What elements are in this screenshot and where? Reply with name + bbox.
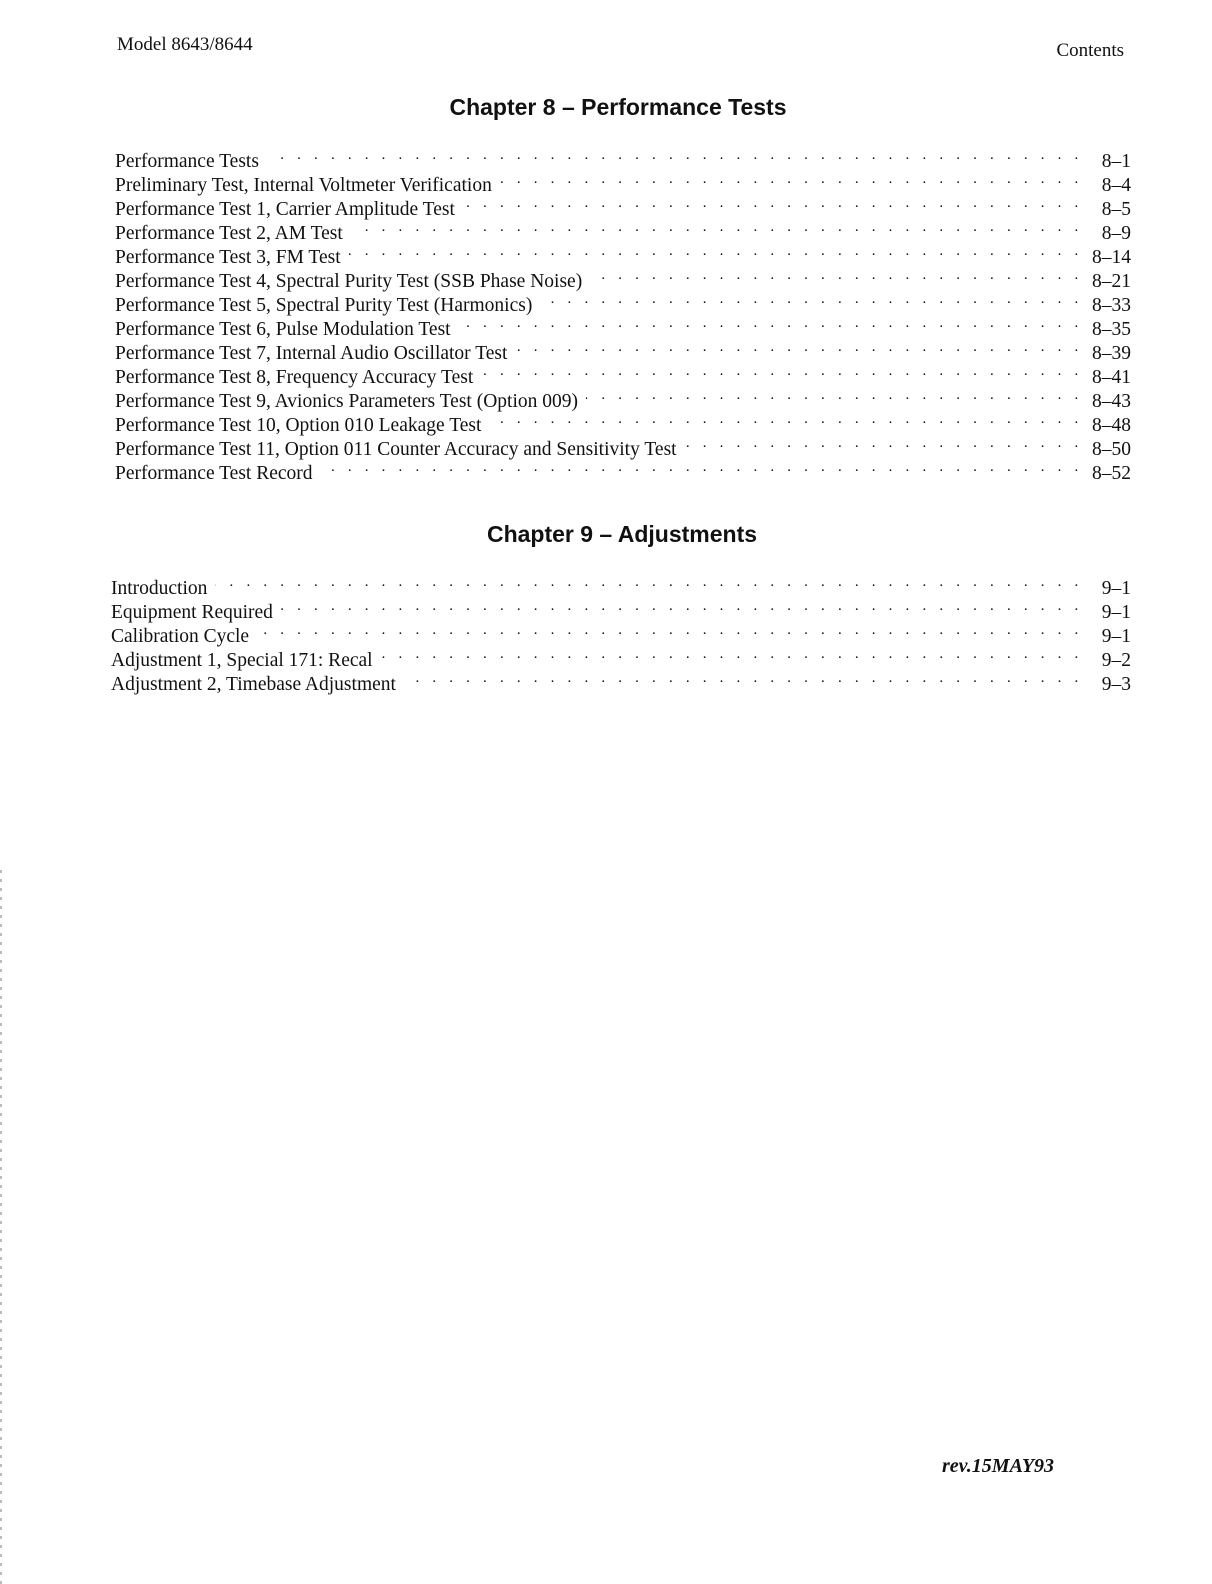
dot-leader — [459, 311, 1083, 335]
chapter-8-toc — [115, 143, 1131, 484]
toc-entry-title: Preliminary Test, Internal Voltmeter Verification — [115, 175, 492, 196]
dot-leader — [540, 287, 1083, 311]
dot-leader — [351, 215, 1083, 239]
toc-entry-title: Performance Test 2, AM Test — [115, 223, 343, 244]
toc-entry-page: 8–4 — [1101, 175, 1131, 196]
toc-entry[interactable] — [115, 143, 1131, 172]
toc-entry-title: Performance Test 11, Option 011 Counter Accuracy and Sensitivity Test — [115, 439, 677, 460]
toc-entry-page: 9–3 — [1101, 674, 1131, 695]
toc-entry-page: 8–14 — [1092, 247, 1131, 268]
chapter-9-title: Chapter 9 – Adjustments — [486, 521, 758, 547]
toc-entry-title: Performance Test 9, Avionics Parameters Test (Option 009) — [115, 391, 579, 412]
toc-entry-title: Performance Test 6, Pulse Modulation Test — [115, 319, 451, 340]
toc-entry-page: 9–1 — [1101, 602, 1131, 623]
dot-leader — [257, 618, 1083, 642]
toc-entry-page: 8–21 — [1092, 271, 1131, 292]
header-section: Contents — [1056, 40, 1124, 61]
toc-entry-page: 8–5 — [1101, 199, 1131, 220]
toc-entry-page: 8–43 — [1092, 391, 1131, 412]
revision-note: rev.15MAY93 — [942, 1455, 1055, 1477]
toc-entry[interactable] — [111, 570, 1131, 599]
toc-entry-title: Calibration Cycle — [111, 626, 250, 647]
dot-leader — [586, 383, 1083, 407]
toc-entry-title: Performance Tests — [115, 151, 259, 172]
dot-leader — [463, 191, 1083, 215]
toc-entry-page: 9–2 — [1101, 650, 1131, 671]
toc-entry-title: Performance Test 1, Carrier Amplitude Test — [115, 199, 455, 220]
chapter-8-title: Chapter 8 – Performance Tests — [449, 94, 787, 120]
toc-entry[interactable] — [111, 594, 1131, 623]
toc-entry-page: 8–48 — [1092, 415, 1131, 436]
dot-leader — [281, 594, 1083, 618]
toc-entry-page: 8–50 — [1092, 439, 1131, 460]
toc-entry-title: Performance Test 5, Spectral Purity Test (Harmonics) — [115, 295, 533, 316]
toc-entry[interactable] — [115, 167, 1131, 196]
toc-entry[interactable] — [111, 642, 1131, 671]
dot-leader — [685, 431, 1083, 455]
toc-entry-page: 9–1 — [1101, 626, 1131, 647]
toc-entry-page: 8–41 — [1092, 367, 1131, 388]
dot-leader — [590, 263, 1083, 287]
dot-leader — [381, 642, 1083, 666]
header-model: Model 8643/8644 — [117, 34, 253, 55]
toc-entry-title: Equipment Required — [111, 602, 273, 623]
toc-entry-page: 8–9 — [1101, 223, 1131, 244]
toc-entry-title: Adjustment 2, Timebase Adjustment — [111, 674, 396, 695]
toc-entry-page: 8–33 — [1092, 295, 1131, 316]
toc-entry[interactable] — [111, 618, 1131, 647]
scan-binding-edge — [0, 870, 2, 1584]
toc-entry-page: 8–39 — [1092, 343, 1131, 364]
toc-entry-title: Introduction — [111, 578, 208, 599]
dot-leader — [404, 666, 1083, 690]
dot-leader — [267, 143, 1083, 167]
dot-leader — [515, 335, 1083, 359]
toc-entry-title: Performance Test 3, FM Test — [115, 247, 341, 268]
toc-entry-title: Performance Test 10, Option 010 Leakage Test — [115, 415, 482, 436]
dot-leader — [489, 407, 1083, 431]
toc-entry-page: 9–1 — [1101, 578, 1131, 599]
dot-leader — [349, 239, 1083, 263]
dot-leader — [481, 359, 1083, 383]
toc-entry-page: 8–35 — [1092, 319, 1131, 340]
dot-leader — [500, 167, 1083, 191]
chapter-9-toc — [111, 570, 1131, 695]
dot-leader — [321, 455, 1083, 479]
dot-leader — [215, 570, 1083, 594]
toc-entry-title: Performance Test 7, Internal Audio Oscillator Test — [115, 343, 508, 364]
toc-entry-page: 8–1 — [1101, 151, 1131, 172]
toc-entry-title: Adjustment 1, Special 171: Recal — [111, 650, 373, 671]
toc-entry-title: Performance Test 4, Spectral Purity Test (SSB Phase Noise) — [115, 271, 583, 292]
toc-entry-title: Performance Test 8, Frequency Accuracy Test — [115, 367, 474, 388]
toc-entry-title: Performance Test Record — [115, 463, 313, 484]
toc-entry-page: 8–52 — [1092, 463, 1131, 484]
